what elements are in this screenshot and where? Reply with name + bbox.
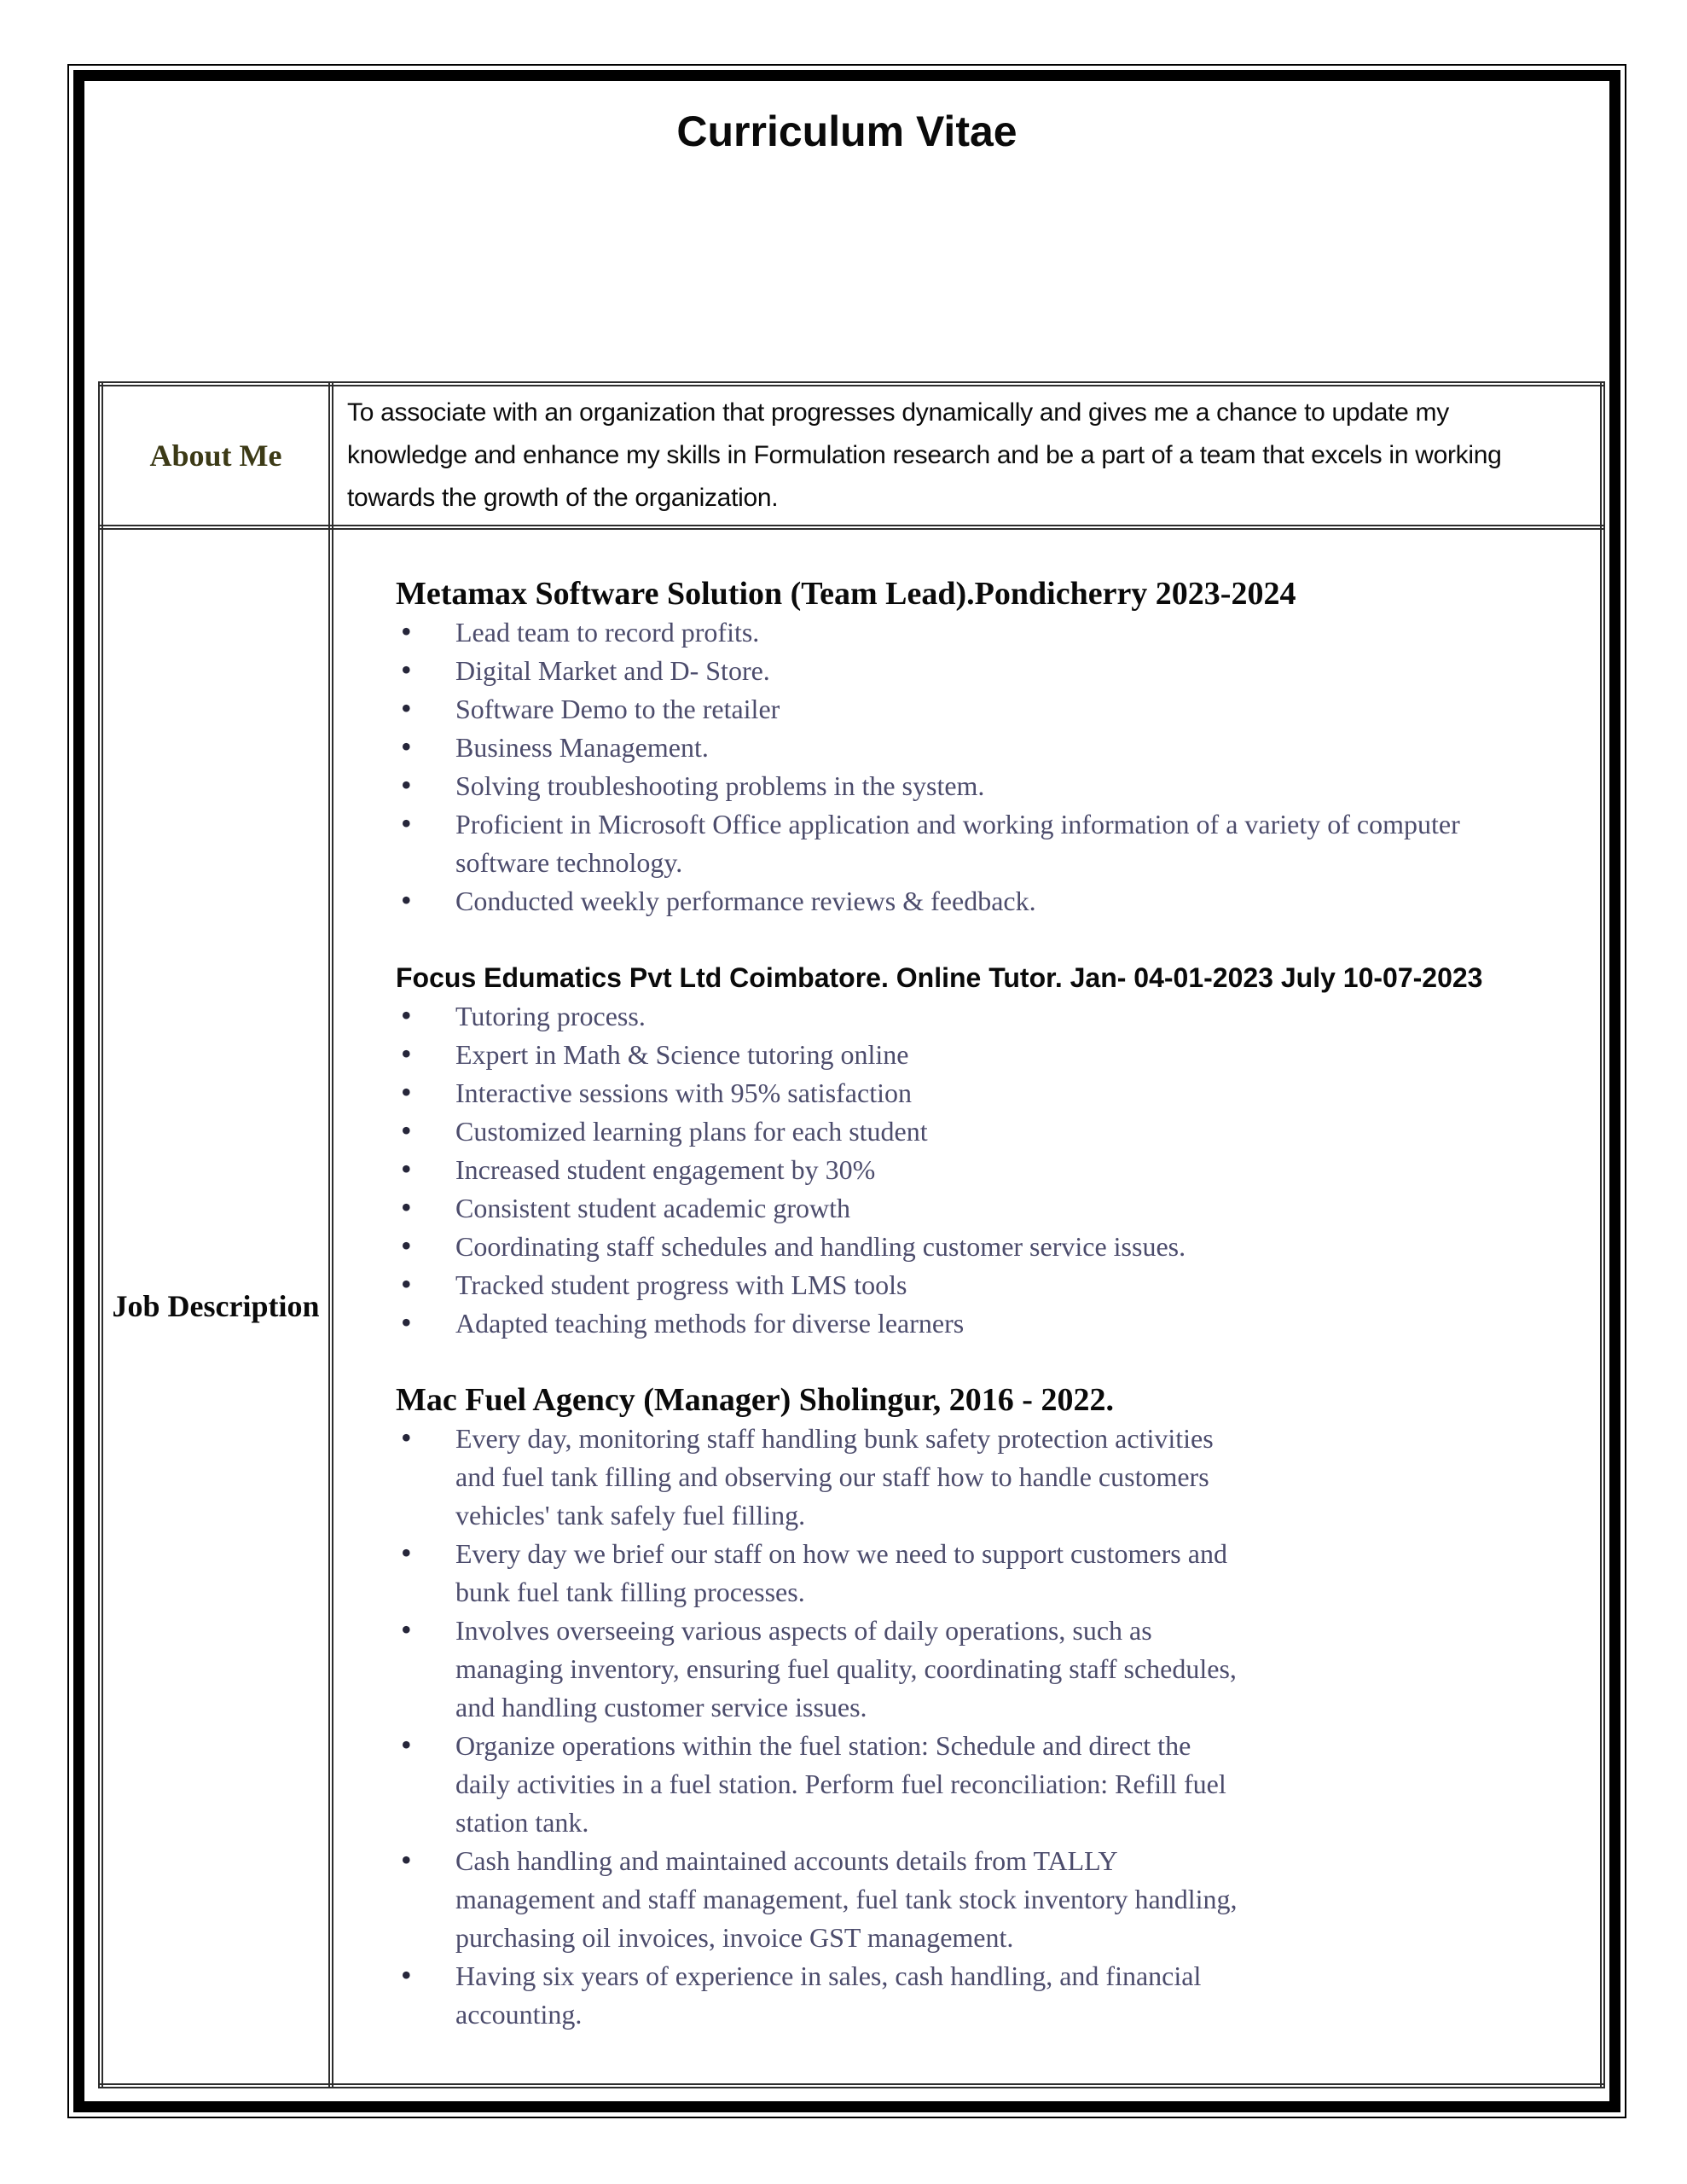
bullet-item: • Software Demo to the retailer — [396, 690, 1539, 729]
section-bullet-list — [396, 997, 1580, 1343]
bullet-item: • Solving troubleshooting problems in the system. — [396, 767, 1539, 805]
bullet-item: • Adapted teaching methods for diverse learners — [396, 1304, 1580, 1343]
bullet-item: • Consistent student academic growth — [396, 1189, 1580, 1228]
job-section — [396, 958, 1580, 1343]
bullet-item: • Coordinating staff schedules and handling customer service issues. — [396, 1228, 1580, 1266]
bullet-item: • Every day we brief our staff on how we need to support customers and bunk fuel tank filling processes. — [396, 1535, 1244, 1612]
bullet-item: • Involves overseeing various aspects of daily operations, such as managing inventory, ensuring fuel quality, coordinating staff schedules, and handling customer service issues. — [396, 1612, 1244, 1727]
section-bullet-list — [396, 1420, 1580, 2034]
about-me-label: About Me — [149, 438, 282, 473]
about-me-row — [101, 384, 1603, 527]
bullet-item: • Business Management. — [396, 729, 1539, 767]
job-description-label: Job Description — [112, 1289, 320, 1323]
about-me-content-cell — [331, 384, 1603, 527]
section-heading: Mac Fuel Agency (Manager) Sholingur, 2016 - 2022. — [396, 1382, 1114, 1418]
bullet-item: • Lead team to record profits. — [396, 613, 1539, 652]
cv-table — [98, 381, 1605, 2088]
section-bullet-list — [396, 613, 1580, 921]
job-description-row — [101, 527, 1603, 2086]
about-me-text: To associate with an organization that progresses dynamically and gives me a chance to update my knowledge and enhance my skills in Formulation research and be a part of a team that excels in working towards the growth of the organization. — [347, 398, 1502, 512]
job-description-content-cell — [331, 527, 1603, 2086]
bullet-item: • Increased student engagement by 30% — [396, 1151, 1580, 1189]
job-description-label-cell — [101, 527, 331, 2086]
bullet-item: • Customized learning plans for each student — [396, 1112, 1580, 1151]
bullet-item: • Tracked student progress with LMS tools — [396, 1266, 1580, 1304]
page-border-frame — [73, 70, 1620, 2112]
bullet-item: • Expert in Math & Science tutoring online — [396, 1036, 1580, 1074]
bullet-item: • Conducted weekly performance reviews & feedback. — [396, 882, 1539, 921]
about-me-label-cell — [101, 384, 331, 527]
bullet-item: • Proficient in Microsoft Office application and working information of a variety of computer software technology. — [396, 805, 1539, 882]
job-section — [396, 574, 1580, 921]
bullet-item: • Cash handling and maintained accounts details from TALLY management and staff management, fuel tank stock inventory handling, purchasing oil invoices, invoice GST management. — [396, 1842, 1244, 1957]
bullet-item: • Having six years of experience in sales, cash handling, and financial accounting. — [396, 1957, 1244, 2034]
bullet-item: • Tutoring process. — [396, 997, 1580, 1036]
section-heading: Focus Edumatics Pvt Ltd Coimbatore. Online Tutor. Jan- 04-01-2023 July 10-07-2023 — [396, 962, 1483, 993]
section-heading: Metamax Software Solution (Team Lead).Pondicherry 2023-2024 — [396, 576, 1296, 612]
job-section — [396, 1380, 1580, 2034]
document-title: Curriculum Vitae — [676, 107, 1017, 155]
bullet-item: • Digital Market and D- Store. — [396, 652, 1539, 690]
bullet-item: • Organize operations within the fuel station: Schedule and direct the daily activities in a fuel station. Perform fuel reconciliation: Refill fuel station tank. — [396, 1727, 1244, 1842]
bullet-item: • Every day, monitoring staff handling bunk safety protection activities and fuel tank filling and observing our staff how to handle customers vehicles' tank safely fuel filling. — [396, 1420, 1244, 1535]
bullet-item: • Interactive sessions with 95% satisfaction — [396, 1074, 1580, 1112]
